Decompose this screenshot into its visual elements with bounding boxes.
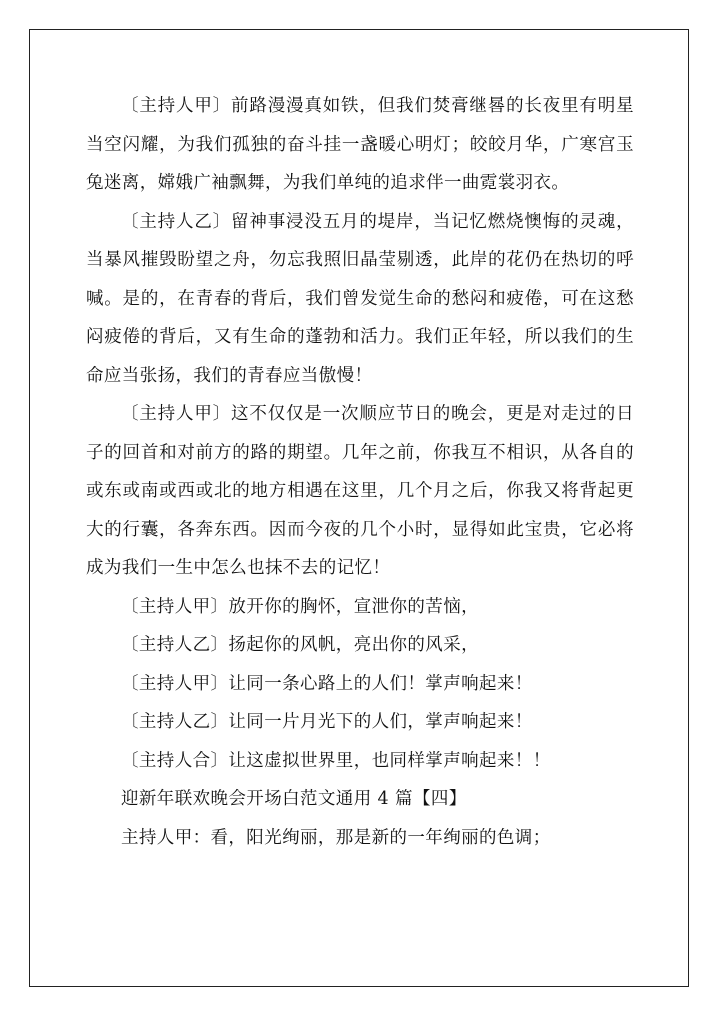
- paragraph-host-b-1: 〔主持人乙〕留神事浸没五月的堤岸，当记忆燃烧懊悔的灵魂，当暴风摧毁盼望之舟，勿忘我照旧晶莹剔透，此岸的花仍在热切的呼喊。是的，在青春的背后，我们曾发觉生命的愁闷和疲倦，可在这愁闷疲倦的背后，又有生命的蓬勃和活力。我们正年轻，所以我们的生命应当张扬，我们的青春应当傲慢！: [86, 211, 634, 386]
- section-heading: 迎新年联欢晚会开场白范文通用 4 篇【四】: [121, 789, 467, 809]
- paragraph-host-b-2: 〔主持人乙〕扬起你的风帆，亮出你的风采，: [121, 635, 479, 655]
- paragraph-host-a-2: 〔主持人甲〕这不仅仅是一次顺应节日的晚会，更是对走过的日子的回首和对前方的路的期望。几年之前，你我互不相识，从各自的或东或南或西或北的地方相遇在这里，几个月之后，你我又将背起更大的行囊，各奔东西。因而今夜的几个小时，显得如此宝贵，它必将成为我们一生中怎么也抹不去的记忆！: [86, 404, 634, 578]
- paragraph-host-a-4: 〔主持人甲〕让同一条心路上的人们！掌声响起来！: [121, 673, 533, 694]
- paragraph-host-a-1: 〔主持人甲〕前路漫漫真如铁，但我们焚膏继晷的长夜里有明星当空闪耀，为我们孤独的奋斗挂一盏暖心明灯；皎皎月华，广寒宫玉兔迷离，嫦娥广袖飘舞，为我们单纯的追求伴一曲霓裳羽衣。: [86, 96, 634, 193]
- paragraph-host-b-3: 〔主持人乙〕让同一片月光下的人们，掌声响起来！: [121, 712, 533, 732]
- paragraph-host-together: 〔主持人合〕让这虚拟世界里，也同样掌声响起来！！: [121, 750, 551, 771]
- closing-paragraph: 主持人甲：看，阳光绚丽，那是新的一年绚丽的色调；: [121, 827, 551, 848]
- paragraph-host-a-3: 〔主持人甲〕放开你的胸怀，宣泄你的苦恼，: [121, 596, 479, 617]
- document-body: [86, 87, 634, 857]
